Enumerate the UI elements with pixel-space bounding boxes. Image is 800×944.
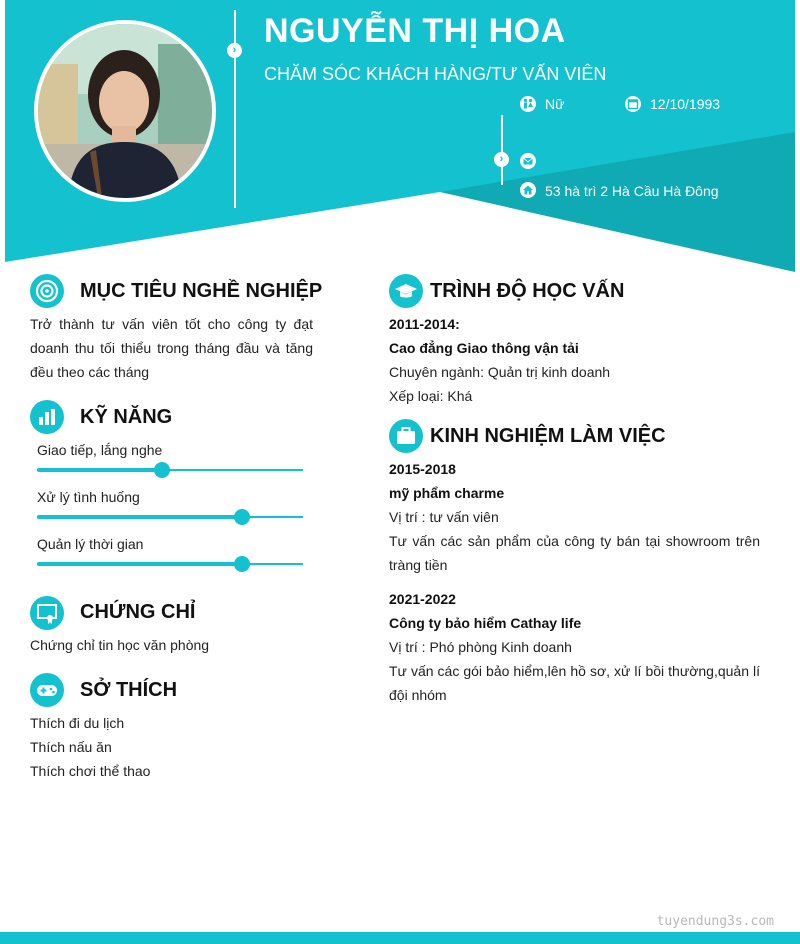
envelope-icon bbox=[520, 153, 536, 169]
education-major: Chuyên ngành: Quản trị kinh doanh bbox=[389, 364, 611, 380]
briefcase-icon bbox=[389, 419, 423, 453]
skill-knob bbox=[154, 462, 170, 478]
education-title: TRÌNH ĐỘ HỌC VẤN bbox=[430, 280, 625, 302]
home-icon bbox=[520, 182, 536, 198]
header-divider bbox=[234, 10, 236, 208]
calendar-icon bbox=[625, 96, 641, 112]
footer-bar bbox=[0, 932, 800, 944]
hobby-item: Thích chơi thể thao bbox=[30, 763, 151, 779]
contact-gender: Nữ bbox=[545, 96, 565, 112]
gender-icon bbox=[520, 96, 536, 112]
job-period: 2021-2022 bbox=[389, 591, 456, 607]
skill-label: Quản lý thời gian bbox=[37, 536, 144, 552]
skill-fill bbox=[37, 468, 162, 472]
graduation-cap-icon bbox=[389, 274, 423, 308]
avatar bbox=[34, 20, 216, 202]
chevron-right-icon: › bbox=[494, 152, 509, 167]
certificates-title: CHỨNG CHỈ bbox=[80, 601, 196, 623]
job-position: Vị trí : tư vấn viên bbox=[389, 509, 499, 525]
objective-title: MỤC TIÊU NGHỀ NGHIỆP bbox=[80, 280, 323, 302]
job-company: Công ty bảo hiểm Cathay life bbox=[389, 615, 582, 631]
skill-track bbox=[37, 469, 303, 471]
skill-track bbox=[37, 516, 303, 518]
candidate-name: NGUYỄN THỊ HOA bbox=[264, 12, 566, 50]
job-description: Tư vấn các sản phẩm của công ty bán tại showroom trên tràng tiền bbox=[389, 533, 760, 573]
hobbies-title: SỞ THÍCH bbox=[80, 679, 178, 701]
hobby-item: Thích nấu ăn bbox=[30, 739, 112, 755]
job-position: Vị trí : Phó phòng Kinh doanh bbox=[389, 639, 572, 655]
education-school: Cao đẳng Giao thông vận tải bbox=[389, 340, 579, 356]
job-description: Tư vấn các gói bảo hiểm,lên hồ sơ, xử lí bồi thường,quản lí đội nhóm bbox=[389, 663, 760, 703]
education-period: 2011-2014: bbox=[389, 316, 460, 332]
skill-knob bbox=[234, 509, 250, 525]
chart-icon bbox=[30, 400, 64, 434]
skill-label: Xử lý tình huống bbox=[37, 489, 140, 505]
objective-text: Trở thành tư vấn viên tốt cho công ty đạt doanh thu tối thiểu trong tháng đầu và tăng đều theo các tháng bbox=[30, 316, 313, 380]
education-grade: Xếp loại: Khá bbox=[389, 388, 473, 404]
chevron-right-icon: › bbox=[227, 43, 242, 58]
skill-knob bbox=[234, 556, 250, 572]
watermark: tuyendung3s.com bbox=[656, 914, 774, 929]
contact-birthday: 12/10/1993 bbox=[650, 96, 721, 112]
header bbox=[0, 0, 800, 280]
experience-title: KINH NGHIỆM LÀM VIỆC bbox=[430, 425, 666, 447]
candidate-role: CHĂM SÓC KHÁCH HÀNG/TƯ VẤN VIÊN bbox=[264, 64, 607, 84]
job-company: mỹ phẩm charme bbox=[389, 485, 505, 501]
skill-track bbox=[37, 563, 303, 565]
hobby-item: Thích đi du lịch bbox=[30, 715, 125, 731]
skills-title: KỸ NĂNG bbox=[80, 406, 173, 428]
gamepad-icon bbox=[30, 673, 64, 707]
contact-divider bbox=[501, 115, 503, 185]
contact-address: 53 hà trì 2 Hà Cầu Hà Đông bbox=[545, 183, 719, 199]
job-period: 2015-2018 bbox=[389, 461, 456, 477]
certificate-icon bbox=[30, 596, 64, 630]
skill-label: Giao tiếp, lắng nghe bbox=[37, 442, 163, 458]
target-icon bbox=[30, 274, 64, 308]
certificate-item: Chứng chỉ tin học văn phòng bbox=[30, 637, 210, 653]
skill-fill bbox=[37, 562, 242, 566]
skill-fill bbox=[37, 515, 242, 519]
